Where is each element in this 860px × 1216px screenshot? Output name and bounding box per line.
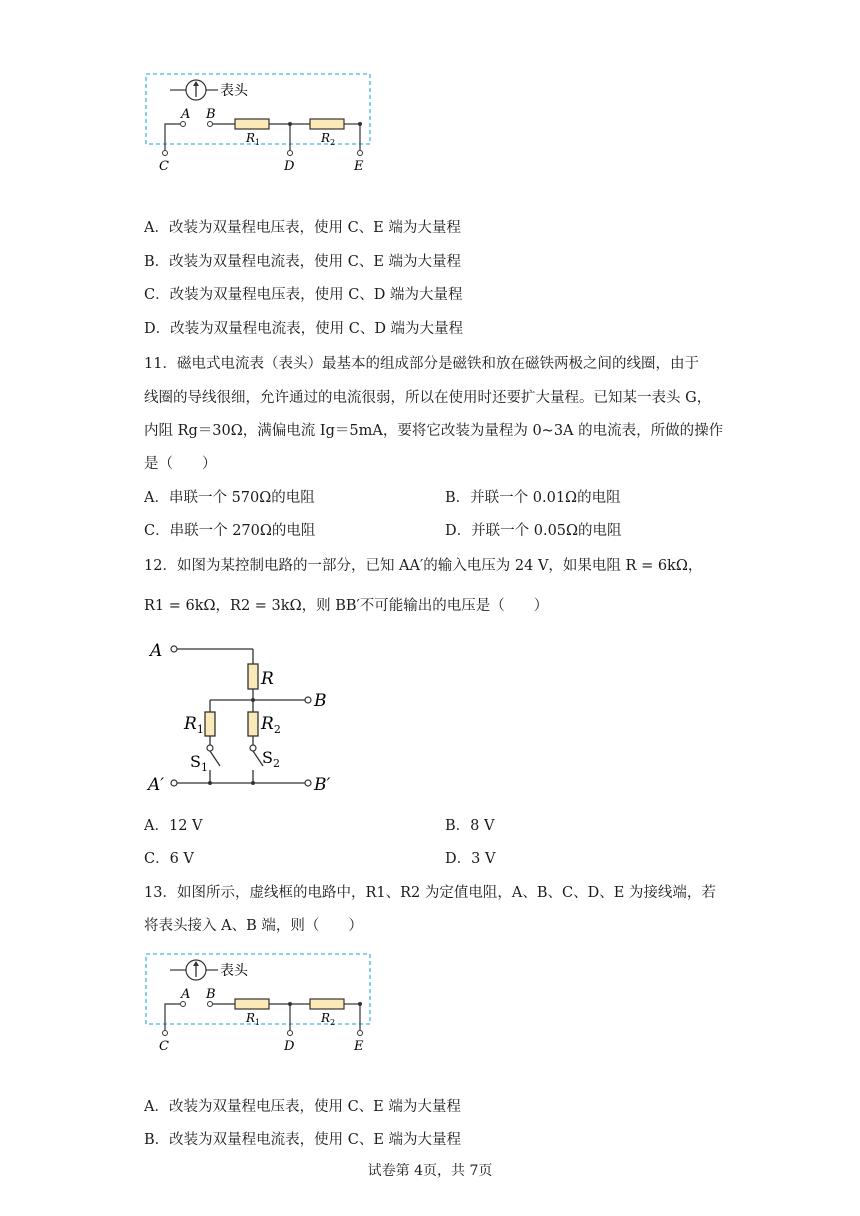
svg-text:A: A [181, 987, 191, 1002]
svg-text:S2: $S_2$ [262, 748, 280, 770]
meter-label: 表头 [220, 83, 248, 99]
q12-option-c: C．6 V [144, 851, 194, 867]
svg-text:A: A [150, 641, 163, 661]
svg-text:E: E [354, 1039, 364, 1054]
q11-stem-line-2: 线圈的导线很细，允许通过的电流很弱，所以在使用时还要扩大量程。已知某一表头 G， [144, 390, 712, 406]
q13-stem-line-2: 将表头接入 A、B 端，则（ ） [144, 918, 363, 934]
svg-text:A: A [181, 107, 191, 122]
svg-text:D: D [284, 159, 295, 174]
q11-option-d: D．并联一个 0.05Ω的电阻 [445, 523, 622, 539]
q11-stem-line-3: 内阻 Rg＝30Ω，满偏电流 Ig＝5mA，要将它改装为量程为 0~3A 的电流表，所做的操作 [144, 423, 724, 439]
svg-text:B: B [206, 107, 216, 122]
svg-text:E: E [354, 159, 364, 174]
q10-option-b: B．改装为双量程电流表，使用 C、E 端为大量程 [144, 254, 462, 270]
svg-text:R2: $R_2$ [321, 1011, 336, 1027]
svg-text:B: B [314, 691, 327, 711]
svg-text:C: C [159, 159, 169, 174]
svg-text:R1: $R_1$ [184, 714, 204, 736]
svg-text:R: R [261, 669, 274, 689]
circuit-figure-top [140, 68, 380, 178]
q11-option-b: B．并联一个 0.01Ω的电阻 [445, 490, 621, 506]
q12-option-b: B．8 V [445, 818, 495, 834]
circuit-figure-control [140, 630, 340, 800]
q10-option-a: A．改装为双量程电压表，使用 C、E 端为大量程 [144, 220, 461, 236]
q12-stem-line-1: 12．如图为某控制电路的一部分，已知 AA′的输入电压为 24 V，如果电阻 R = 6kΩ， [144, 558, 703, 574]
svg-text:R1: $R_1$ [246, 1011, 261, 1027]
q11-stem-line-4: 是（ ） [144, 456, 217, 472]
svg-text:D: D [284, 1039, 295, 1054]
q12-stem-line-2: R1 = 6kΩ，R2 = 3kΩ，则 BB′不可能输出的电压是（ ） [144, 598, 549, 614]
svg-text:S1: $S_1$ [190, 752, 208, 774]
q10-option-d: D．改装为双量程电流表，使用 C、D 端为大量程 [144, 321, 464, 337]
q11-stem-line-1: 11．磁电式电流表（表头）最基本的组成部分是磁铁和放在磁铁两极之间的线圈，由于 [144, 356, 699, 372]
q12-option-a: A．12 V [144, 818, 203, 834]
circuit-figure-q13 [140, 948, 380, 1058]
q13-option-b: B．改装为双量程电流表，使用 C、E 端为大量程 [144, 1132, 462, 1148]
q11-option-a: A．串联一个 570Ω的电阻 [144, 490, 315, 506]
svg-text:R2: $R_2$ [321, 131, 336, 147]
q10-option-c: C．改装为双量程电压表，使用 C、D 端为大量程 [144, 287, 463, 303]
q12-option-d: D．3 V [445, 851, 496, 867]
page-footer: 试卷第 4页，共 7页 [367, 1163, 493, 1179]
svg-text:R2: $R_2$ [261, 714, 281, 736]
q13-option-a: A．改装为双量程电压表，使用 C、E 端为大量程 [144, 1099, 461, 1115]
svg-text:A′: A′ [148, 775, 165, 795]
svg-text:R1: $R_1$ [246, 131, 261, 147]
q13-stem-line-1: 13．如图所示，虚线框的电路中，R1、R2 为定值电阻，A、B、C、D、E 为接线端，若 [144, 885, 716, 901]
svg-text:B: B [206, 987, 216, 1002]
q11-option-c: C．串联一个 270Ω的电阻 [144, 523, 316, 539]
meter-label: 表头 [220, 963, 248, 979]
svg-text:C: C [159, 1039, 169, 1054]
svg-text:B′: B′ [314, 775, 331, 795]
